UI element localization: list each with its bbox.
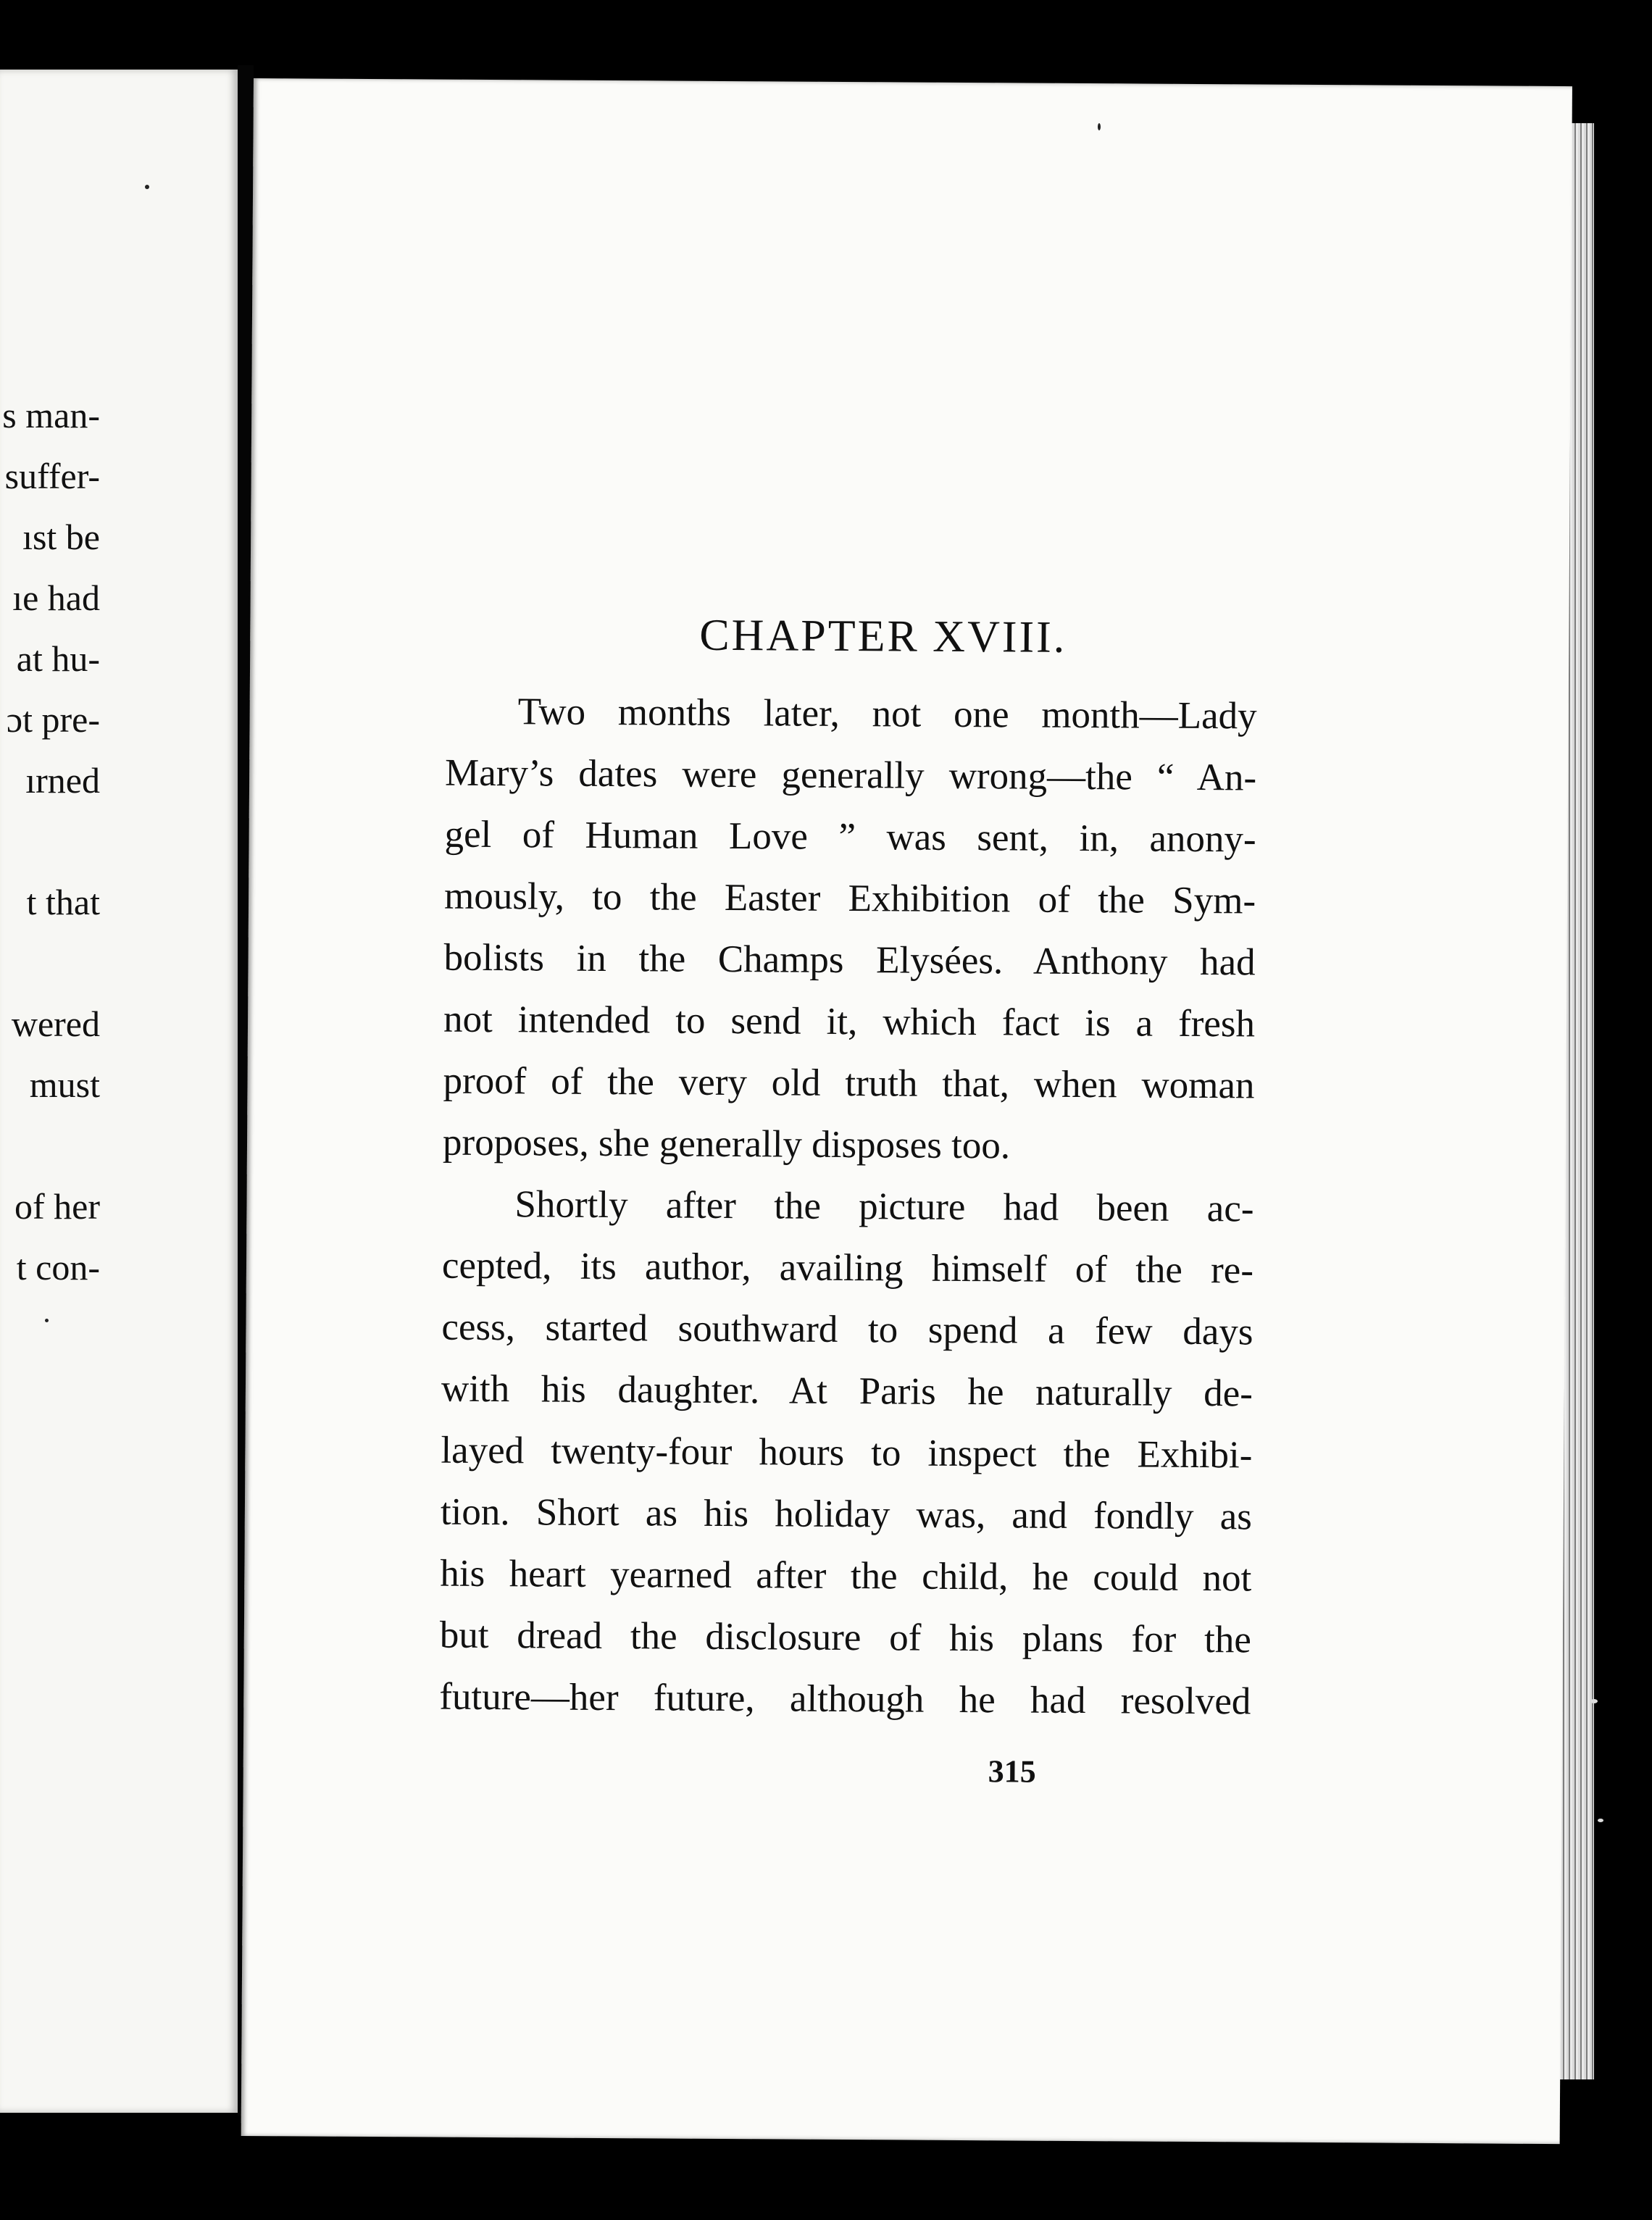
scan-speck	[1098, 123, 1101, 130]
scan-speck	[145, 185, 149, 189]
text-line: Mary’s dates were generally wrong—the “ An-	[444, 751, 1257, 799]
left-line: ıst be	[22, 517, 100, 557]
left-line: ɔt pre-	[6, 699, 100, 740]
left-line: t con-	[16, 1247, 100, 1288]
text-line: tion. Short as his holiday was, and fondly as	[440, 1490, 1253, 1538]
text-line: proof of the very old truth that, when woman	[443, 1059, 1255, 1107]
left-page-text-clip	[0, 70, 238, 2113]
left-line: suffer-	[4, 456, 100, 496]
left-line: ıe had	[12, 577, 100, 618]
scan-speck	[1590, 1699, 1598, 1703]
left-line: wered	[11, 1003, 100, 1044]
text-line: his heart yearned after the child, he could not	[440, 1552, 1252, 1600]
text-line: future—her future, although he had resolved	[439, 1675, 1251, 1723]
body-text	[439, 681, 1257, 1733]
paragraph	[443, 681, 1257, 1179]
text-line: with his daughter. At Paris he naturally de-	[441, 1367, 1253, 1415]
left-line: s man-	[2, 395, 100, 435]
text-line: cess, started southward to spend a few days	[441, 1306, 1253, 1353]
text-line: layed twenty-four hours to inspect the Exhibi-	[441, 1429, 1253, 1477]
text-line: cepted, its author, availing himself of the re-	[441, 1244, 1254, 1292]
left-line: t that	[26, 882, 100, 922]
text-line: proposes, she generally disposes too.	[442, 1121, 1011, 1167]
paragraph	[439, 1174, 1254, 1733]
left-line: ırned	[25, 760, 100, 801]
left-line: of her	[14, 1186, 100, 1227]
page-number: 315	[988, 1753, 1036, 1790]
text-line: bolists in the Champs Elysées. Anthony had	[443, 936, 1256, 984]
text-line: Shortly after the picture had been ac-	[514, 1183, 1254, 1230]
chapter-title: CHAPTER XVIII.	[699, 610, 1067, 662]
text-line: gel of Human Love ” was sent, in, anony-	[444, 813, 1256, 861]
text-line: but dread the disclosure of his plans for the	[439, 1614, 1252, 1661]
text-line: Two months later, not one month—Lady	[517, 690, 1257, 738]
facing-page-left	[0, 70, 238, 2113]
text-line: mously, to the Easter Exhibition of the Sym-	[443, 875, 1256, 922]
scan-speck	[1598, 1819, 1603, 1822]
scan-speck	[45, 1319, 49, 1322]
text-line: not intended to send it, which fact is a fresh	[443, 998, 1256, 1046]
page-right	[241, 78, 1572, 2144]
left-line: must	[29, 1064, 100, 1105]
left-line: at hu-	[16, 638, 100, 679]
